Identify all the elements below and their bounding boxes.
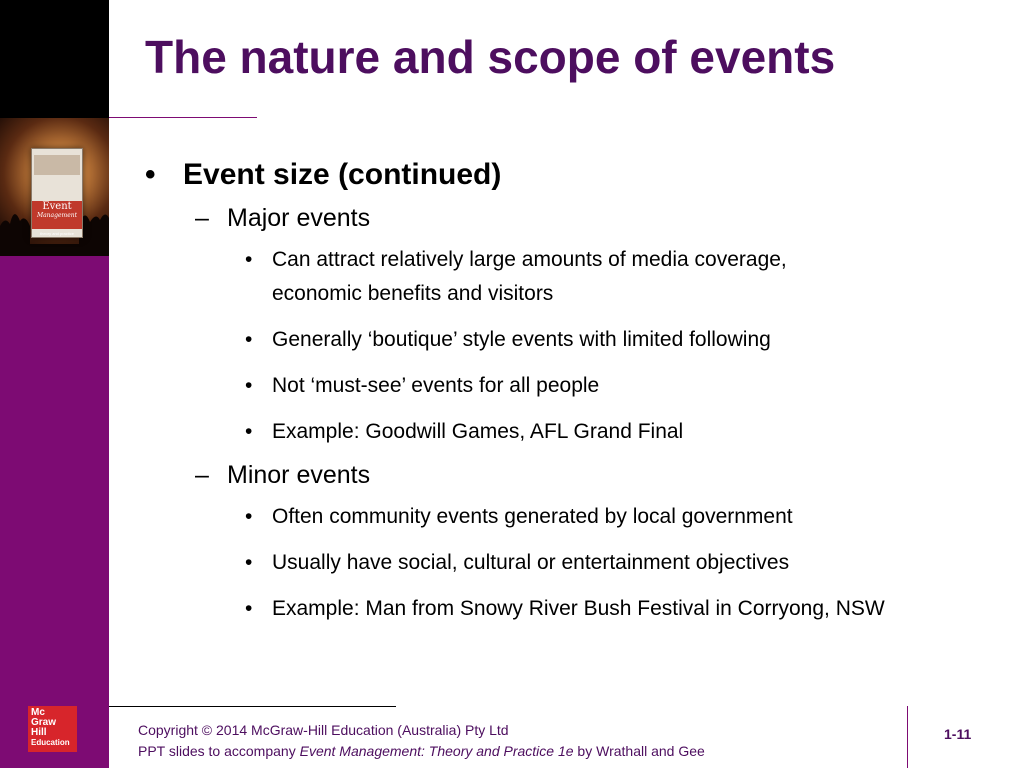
footer-book-title: Event Management: Theory and Practice 1e: [299, 743, 574, 759]
bullet-dot-icon: •: [245, 597, 253, 620]
book-cover-title: Event: [42, 201, 72, 212]
book-cover-image: [0, 118, 109, 256]
title-underline: [109, 117, 257, 118]
major-events-label: Major events: [227, 204, 371, 232]
major-point-text: Not ‘must-see’ events for all people: [272, 374, 600, 397]
bullet-dot-icon: •: [245, 420, 253, 443]
heading-text: Event size (continued): [183, 158, 502, 191]
bullet-dot-icon: •: [245, 248, 253, 271]
sidebar-purple-band: [0, 256, 109, 768]
slide-content: [145, 158, 965, 638]
heading-bullet: [145, 158, 965, 192]
major-point-text: Example: Goodwill Games, AFL Grand Final: [272, 420, 684, 443]
minor-point-3: [245, 592, 962, 626]
major-point-text: Generally ‘boutique’ style events with limited following: [272, 328, 771, 351]
logo-line-3: Hill: [31, 727, 47, 738]
minor-point-text: Example: Man from Snowy River Bush Festival in Corryong, NSW: [272, 597, 885, 620]
slide-title: The nature and scope of events: [145, 31, 836, 83]
book-cover-band: [34, 155, 80, 175]
slide-number: 1-11: [944, 726, 972, 742]
minor-point-text: Often community events generated by local government: [272, 505, 793, 528]
major-point-2: [245, 323, 962, 357]
logo-line-2: Graw: [31, 717, 57, 728]
bullet-dot-icon: •: [145, 158, 156, 191]
footer-authors: by Wrathall and Gee: [573, 743, 705, 759]
major-point-1: [245, 243, 832, 311]
minor-point-2: [245, 546, 962, 580]
major-point-text: Can attract relatively large amounts of media coverage, economic benefits and visitors: [272, 248, 787, 305]
dash-icon: –: [195, 204, 209, 232]
major-point-4: [245, 415, 962, 449]
footer-attribution: [138, 741, 705, 762]
footer-vertical-divider: [907, 706, 908, 768]
book-cover-tagline: theory and practice: [39, 231, 75, 236]
footer-divider: [109, 706, 396, 707]
dash-icon: –: [195, 461, 209, 489]
footer-ppt-prefix: PPT slides to accompany: [138, 743, 300, 759]
book-cover: [31, 148, 83, 238]
logo-line-4: Education: [31, 738, 70, 747]
bullet-dot-icon: •: [245, 551, 253, 574]
major-point-3: [245, 369, 962, 403]
mcgraw-hill-logo: [28, 706, 77, 752]
major-events-item: [195, 204, 965, 233]
bullet-dot-icon: •: [245, 328, 253, 351]
minor-events-item: [195, 461, 965, 490]
minor-events-label: Minor events: [227, 461, 371, 489]
footer-credits: [138, 720, 705, 762]
book-cover-subtitle: Management: [36, 212, 78, 219]
footer-copyright: Copyright © 2014 McGraw-Hill Education (Australia) Pty Ltd: [138, 722, 509, 738]
book-cover-title-block: [32, 201, 82, 229]
bullet-dot-icon: •: [245, 505, 253, 528]
minor-point-1: [245, 500, 962, 534]
bullet-dot-icon: •: [245, 374, 253, 397]
sidebar-top-black: [0, 0, 109, 118]
logo-line-1: Mc: [31, 707, 45, 718]
minor-point-text: Usually have social, cultural or entertainment objectives: [272, 551, 790, 574]
